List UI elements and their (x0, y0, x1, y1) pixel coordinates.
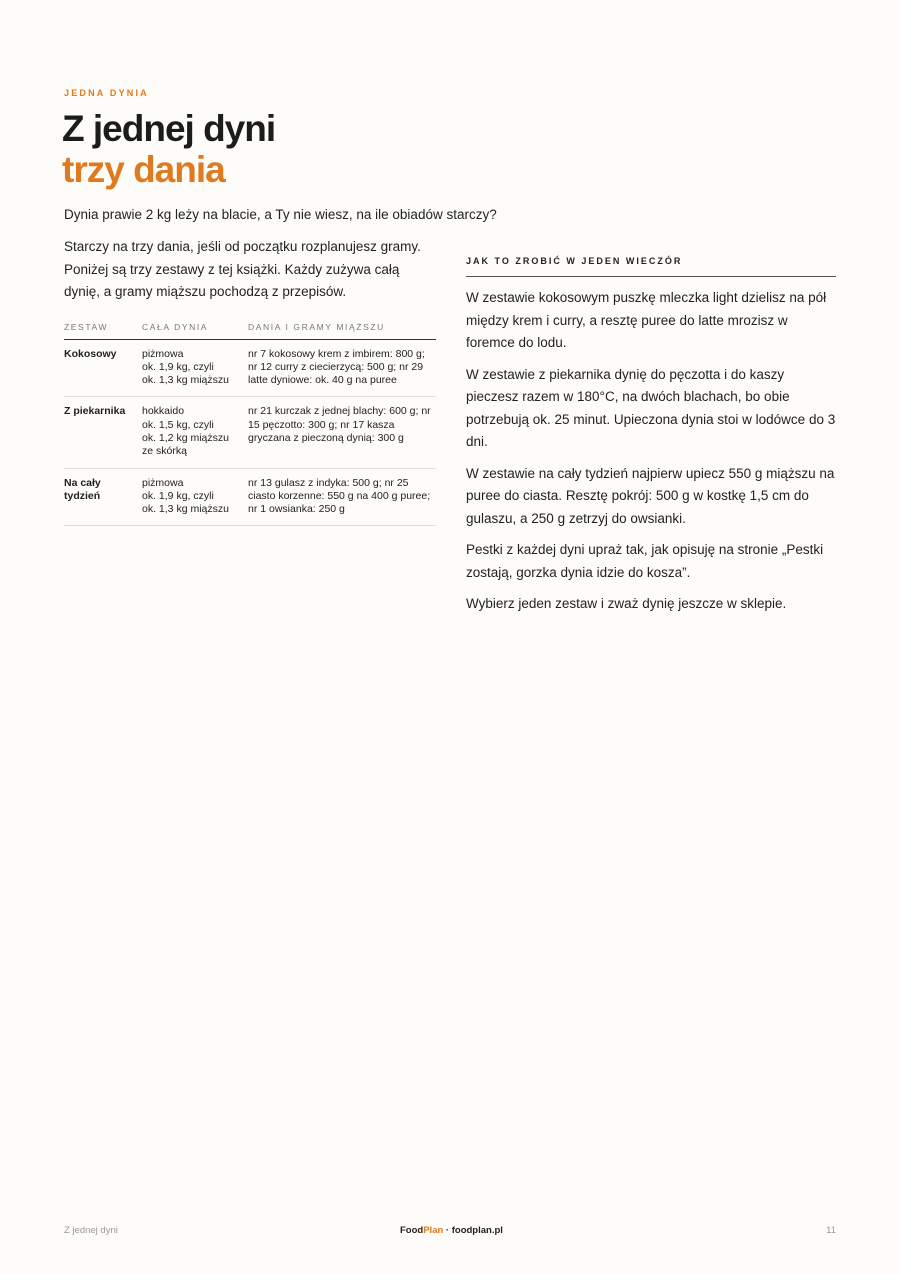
intro-text: Starczy na trzy dania, jeśli od początku rozplanujesz gramy. Poniżej są trzy zestawy z tej książki. Każdy zużywa całą dynię, a gramy miąższu pochodzą z przepisów. (64, 239, 421, 299)
set-whole (142, 397, 248, 468)
set-name: Z piekarnika (64, 397, 142, 468)
right-paragraph-5: Wybierz jeden zestaw i zważ dynię jeszcze w sklepie. (466, 596, 787, 611)
set-whole (142, 339, 248, 397)
brand-food: Food (400, 1225, 424, 1236)
page-title (62, 108, 275, 190)
right-paragraph-2: W zestawie z piekarnika dynię do pęczotta i do kaszy pieczesz razem w 180°C, na dwóch blachach, bo obie potrzebują ok. 25 minut. Upieczona dynia stoi w lodówce do 3 dni. (466, 366, 836, 449)
footer-brand (400, 1225, 503, 1236)
sets-table (64, 318, 436, 527)
table-row (64, 468, 436, 526)
title-line-2: trzy dania (62, 149, 225, 190)
set-name: Kokosowy (64, 339, 142, 397)
lead-text: Dynia prawie 2 kg leży na blacie, a Ty nie wiesz, na ile obiadów starczy? (64, 207, 497, 222)
set-dishes: nr 13 gulasz z indyka: 500 g; nr 25 ciasto korzenne: 550 g na 400 g puree; nr 1 owsianka: 250 g (248, 468, 436, 526)
table-row (64, 339, 436, 397)
right-paragraph-3: W zestawie na cały tydzień najpierw upiecz 550 g miąższu na puree do ciasta. Resztę pokrój: 500 g w kostkę 1,5 cm do gulaszu, a 250 g zetrzyj do owsianki. (466, 465, 835, 526)
table-header-row (64, 318, 436, 340)
set-whole-text: piżmowa ok. 1,9 kg, czyli ok. 1,3 kg miąższu (142, 347, 229, 387)
set-dishes: nr 21 kurczak z jednej blachy: 600 g; nr 15 pęczotto: 300 g; nr 17 kasza gryczana z pieczoną dynią: 300 g (248, 397, 436, 468)
set-whole (142, 468, 248, 526)
brand-url: · foodplan.pl (443, 1225, 503, 1236)
right-paragraph-1: W zestawie kokosowym puszkę mleczka light dzielisz na pół między krem i curry, a resztę puree do latte mrozisz w foremce do lodu. (466, 290, 827, 350)
col-header-whole: CAŁA DYNIA (142, 318, 248, 340)
col-header-dishes: DANIA I GRAMY MIĄŻSZU (248, 318, 436, 340)
set-dishes: nr 7 kokosowy krem z imbirem: 800 g; nr 12 curry z ciecierzycą: 500 g; nr 29 latte dyniowe: ok. 40 g na puree (248, 339, 436, 397)
col-header-set: ZESTAW (64, 318, 142, 340)
right-heading: JAK TO ZROBIĆ W JEDEN WIECZÓR (466, 256, 836, 277)
set-name: Na cały tydzień (64, 468, 142, 526)
set-whole-text: hokkaido ok. 1,5 kg, czyli ok. 1,2 kg miąższu ze skórką (142, 405, 229, 458)
right-column (466, 256, 836, 616)
brand-plan: Plan (423, 1225, 444, 1236)
footer-title: Z jednej dyni (64, 1225, 118, 1236)
section-eyebrow: JEDNA DYNIA (64, 88, 149, 98)
title-line-1: Z jednej dyni (62, 108, 276, 149)
set-whole-text: piżmowa ok. 1,9 kg, czyli ok. 1,3 kg miąższu (142, 476, 229, 516)
page-number: 11 (826, 1225, 836, 1236)
left-column (64, 236, 436, 526)
table-row (64, 397, 436, 468)
right-paragraph-4: Pestki z każdej dyni upraż tak, jak opisuję na stronie „Pestki zostają, gorzka dynia idzie do kosza”. (466, 542, 824, 580)
